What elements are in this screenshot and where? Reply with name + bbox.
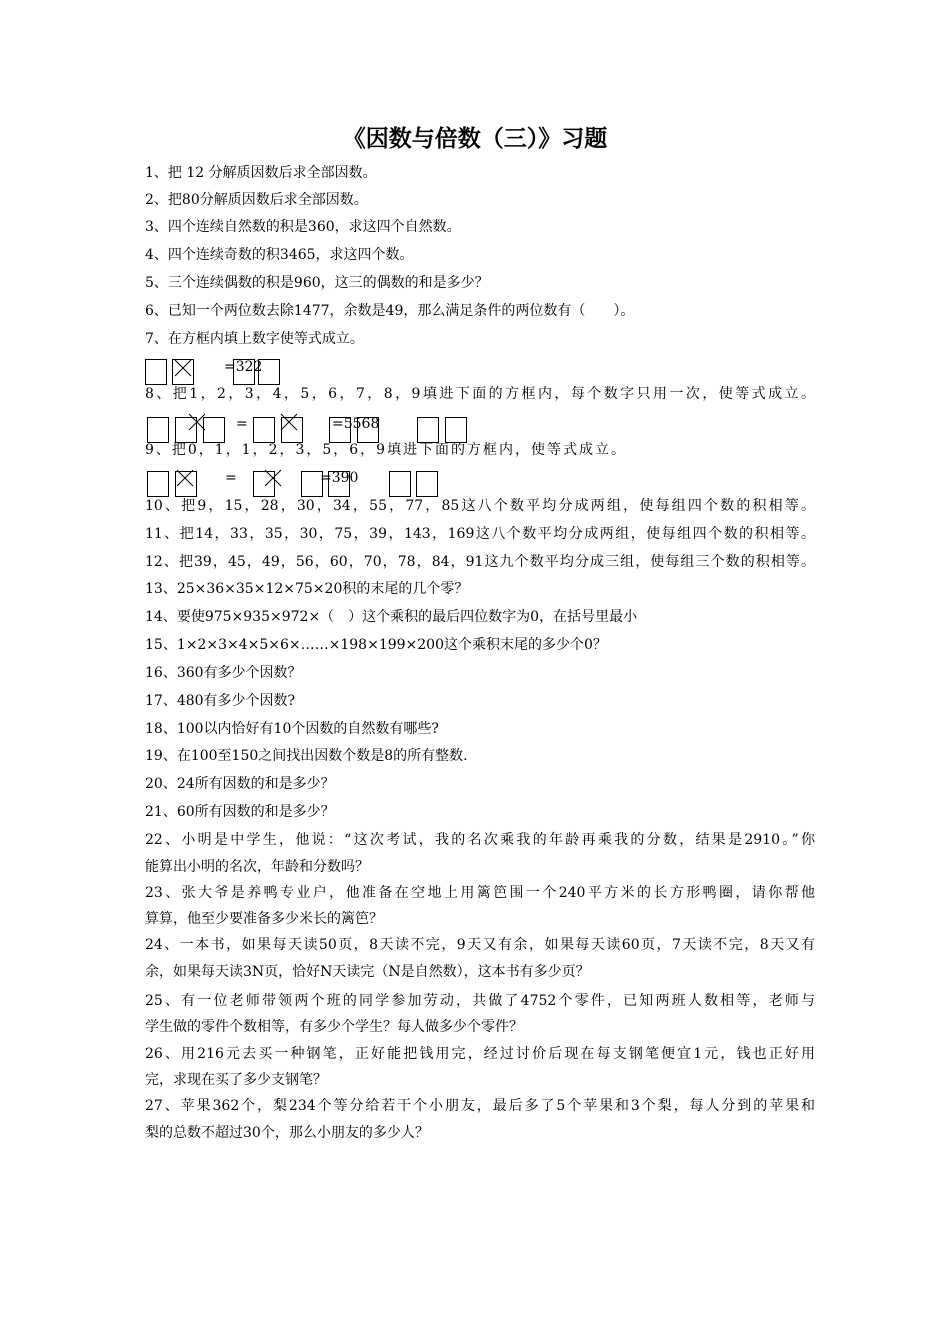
- question-15: 15、1×2×3×4×5×6×……×198×199×200这个乘积末尾的多少个0？: [145, 637, 607, 653]
- answer-box[interactable]: [233, 359, 255, 385]
- question-19: 19、在100至150之间找出因数个数是8的所有整数.: [145, 748, 468, 764]
- question-7: 7、在方框内填上数字使等式成立。: [145, 331, 364, 347]
- question-23-line-2: 算算，他至少要准备多少米长的篱笆？: [145, 911, 383, 927]
- answer-box[interactable]: [147, 471, 169, 497]
- question-13: 13、25×36×35×12×75×20积的末尾的几个零？: [145, 581, 469, 597]
- question-18: 18、100以内恰好有10个因数的自然数有哪些?: [145, 721, 439, 737]
- question-12: 12、把39，45，49，56，60，70，78，84，91这九个数平均分成三组，使每组三个数的积相等。: [145, 554, 815, 570]
- question-27-line-1: 27、苹果362个，梨234个等分给若干个小朋友，最后多了5个苹果和3个梨，每人分到的苹果和: [145, 1098, 815, 1114]
- equation-result: =5568: [332, 416, 380, 432]
- question-25-line-2: 学生做的零件个数相等，有多少个学生？每人做多少个零件？: [145, 1019, 523, 1035]
- question-10: 10、把9，15，28，30，34，55，77，85这八个数平均分成两组，使每组四个数的积相等。: [145, 498, 815, 514]
- question-2: 2、把80分解质因数后求全部因数。: [145, 192, 368, 208]
- question-4: 4、四个连续奇数的积3465，求这四个数。: [145, 247, 414, 263]
- equals-sign: =: [225, 470, 237, 486]
- question-24-line-2: 余，如果每天读3N页，恰好N天读完（N是自然数），这本书有多少页？: [145, 964, 590, 980]
- question-22-line-1: 22、小明是中学生，他说：“这次考试，我的名次乘我的年龄再乘我的分数，结果是2910。”你: [145, 832, 815, 848]
- answer-box[interactable]: [389, 471, 411, 497]
- answer-box[interactable]: [145, 359, 167, 385]
- question-11: 11、把14，33，35，30，75，39，143，169这八个数平均分成两组，使每组四个数的积相等。: [145, 526, 815, 542]
- multiply-sign: [176, 469, 194, 487]
- question-26-line-1: 26、用216元去买一种钢笔，正好能把钱用完，经过讨价后现在每支钢笔便宜1元，钱也正好用: [145, 1046, 815, 1062]
- multiply-sign: [264, 469, 282, 487]
- equation-result: =322: [224, 359, 263, 375]
- equals-sign: =: [236, 416, 248, 432]
- answer-box[interactable]: [416, 471, 438, 497]
- question-21: 21、60所有因数的和是多少？: [145, 804, 335, 820]
- question-5: 5、三个连续偶数的积是960，这三的偶数的和是多少？: [145, 275, 489, 291]
- question-17: 17、480有多少个因数?: [145, 693, 296, 709]
- question-23-line-1: 23、张大爷是养鸭专业户，他准备在空地上用篱笆围一个240平方米的长方形鸭圈，请你帮他: [145, 885, 815, 901]
- question-24-line-1: 24、一本书，如果每天读50页，8天读不完，9天又有余，如果每天读60页，7天读不完，8天又有: [145, 937, 815, 953]
- question-26-line-2: 完，求现在买了多少支钢笔？: [145, 1072, 327, 1088]
- equation-result: =390: [320, 470, 359, 486]
- answer-box[interactable]: [258, 359, 280, 385]
- question-27-line-2: 梨的总数不超过30个，那么小朋友的多少人？: [145, 1125, 429, 1141]
- question-9: 9、把0，1，1，2，3，5，6，9填进下面的方框内，使等式成立。: [145, 442, 625, 458]
- question-1: 1、把 12 分解质因数后求全部因数。: [145, 165, 377, 181]
- page-title: 《因数与倍数（三）》习题: [342, 126, 608, 152]
- multiply-sign: [174, 359, 192, 377]
- question-25-line-1: 25、有一位老师带领两个班的同学参加劳动，共做了4752个零件，已知两班人数相等，老师与: [145, 993, 815, 1009]
- answer-box[interactable]: [328, 471, 350, 497]
- question-16: 16、360有多少个因数？: [145, 665, 302, 681]
- question-20: 20、24所有因数的和是多少？: [145, 776, 335, 792]
- question-14: 14、要使975×935×972×（ ）这个乘积的最后四位数字为0，在括号里最小: [145, 609, 638, 625]
- question-6: 6、已知一个两位数去除1477，余数是49，那么满足条件的两位数有（ ）。: [145, 303, 635, 319]
- question-3: 3、四个连续自然数的积是360，求这四个自然数。: [145, 219, 461, 235]
- question-22-line-2: 能算出小明的名次，年龄和分数吗？: [145, 859, 369, 875]
- question-8: 8、把1，2，3，4，5，6，7，8，9填进下面的方框内，每个数字只用一次，使等式成立。: [145, 386, 815, 402]
